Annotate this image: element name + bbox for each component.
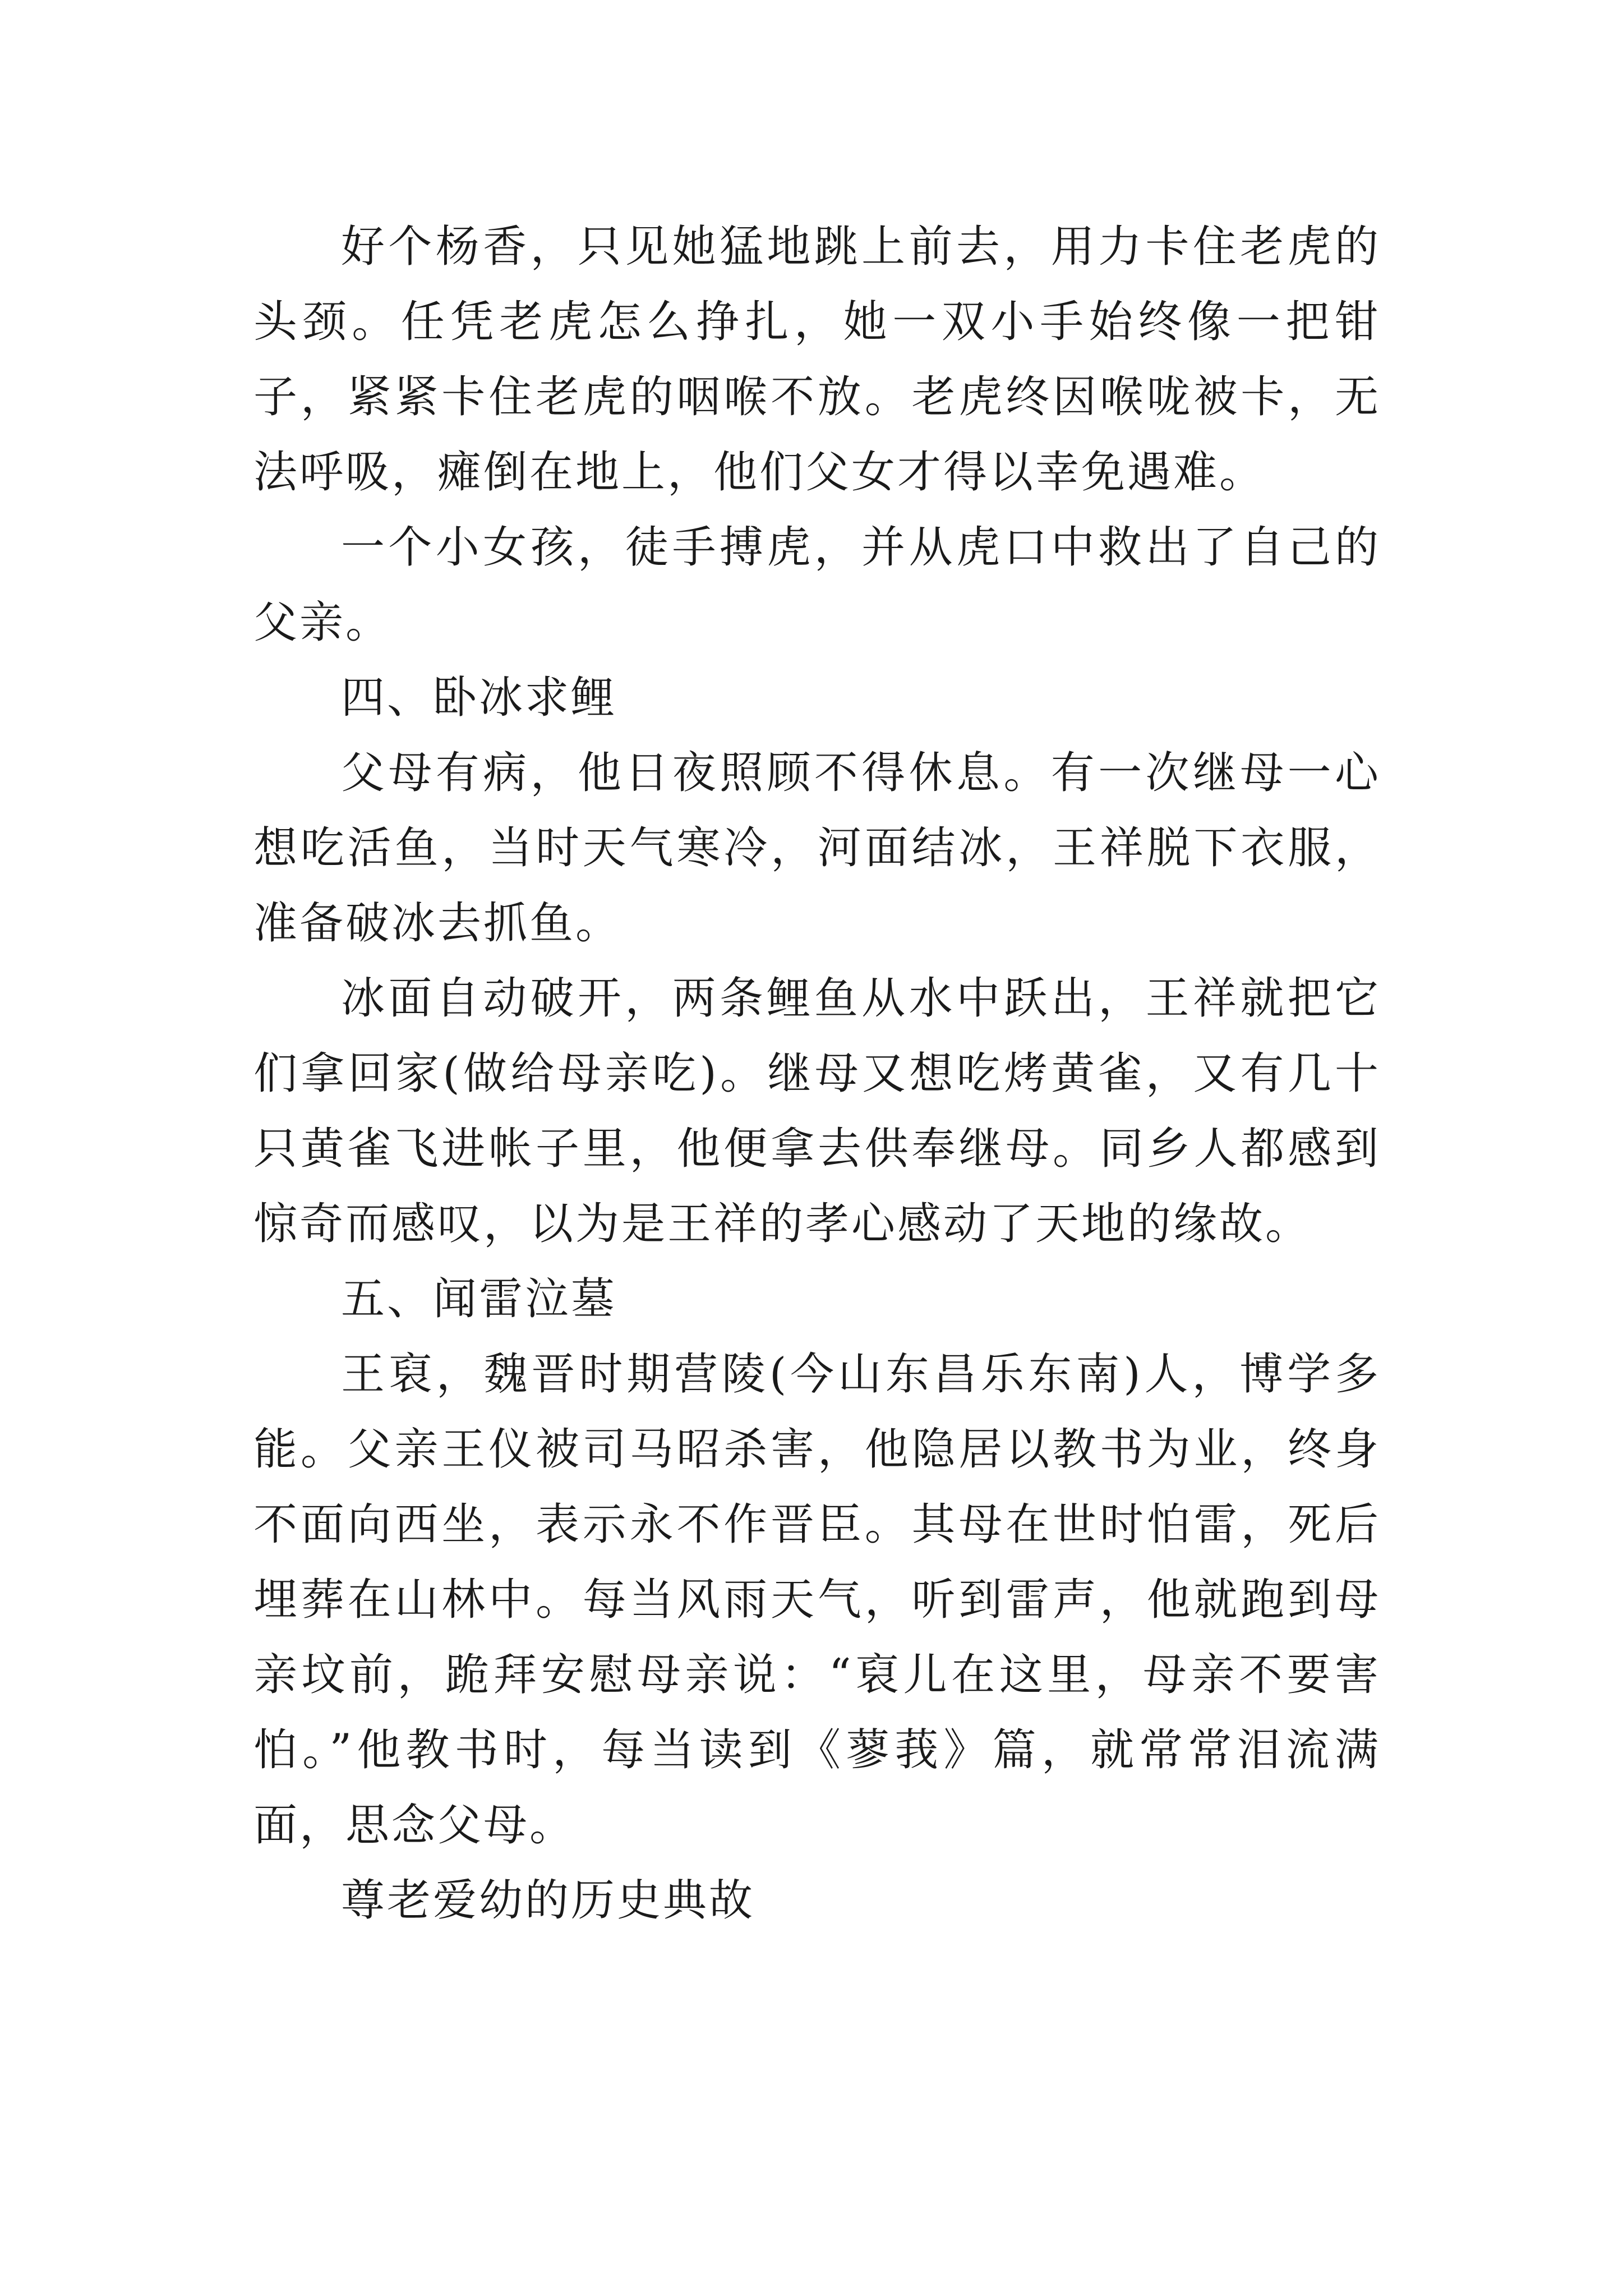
paragraph-wang-pou: 王裒，魏晋时期营陵(今山东昌乐东南)人，博学多能。父亲王仪被司马昭杀害，他隐居以教书为业，终身不面向西坐，表示永不作晋臣。其母在世时怕雷，死后埋葬在山林中。每当风雨天气，听到雷声，他就跑到母亲坟前，跪拜安慰母亲说：“裒儿在这里，母亲不要害怕。”他教书时，每当读到《蓼莪》篇，就常常泪流满面，思念父母。	[253, 1349, 1381, 1851]
paragraph-ice-breaks: 冰面自动破开，两条鲤鱼从水中跃出，王祥就把它们拿回家(做给母亲吃)。继母又想吃烤黄雀，又有几十只黄雀飞进帐子里，他便拿去供奉继母。同乡人都感到惊奇而感叹，以为是王祥的孝心感动了天地的缘故。	[253, 973, 1381, 1249]
section-heading-4: 四、卧冰求鲤	[341, 673, 617, 723]
document-body	[253, 209, 1381, 1938]
section-heading-5: 五、闻雷泣墓	[341, 1274, 617, 1324]
paragraph-girl-saves-father: 一个小女孩，徒手搏虎，并从虎口中救出了自己的父亲。	[253, 522, 1381, 648]
closing-title: 尊老爱幼的历史典故	[341, 1875, 755, 1926]
paragraph-yang-xiang-fights-tiger: 好个杨香，只见她猛地跳上前去，用力卡住老虎的头颈。任凭老虎怎么挣扎，她一双小手始终像一把钳子，紧紧卡住老虎的咽喉不放。老虎终因喉咙被卡，无法呼吸，瘫倒在地上，他们父女才得以幸免遇难。	[253, 222, 1381, 498]
paragraph-parents-ill: 父母有病，他日夜照顾不得休息。有一次继母一心想吃活鱼，当时天气寒冷，河面结冰，王祥脱下衣服，准备破冰去抓鱼。	[253, 748, 1381, 949]
